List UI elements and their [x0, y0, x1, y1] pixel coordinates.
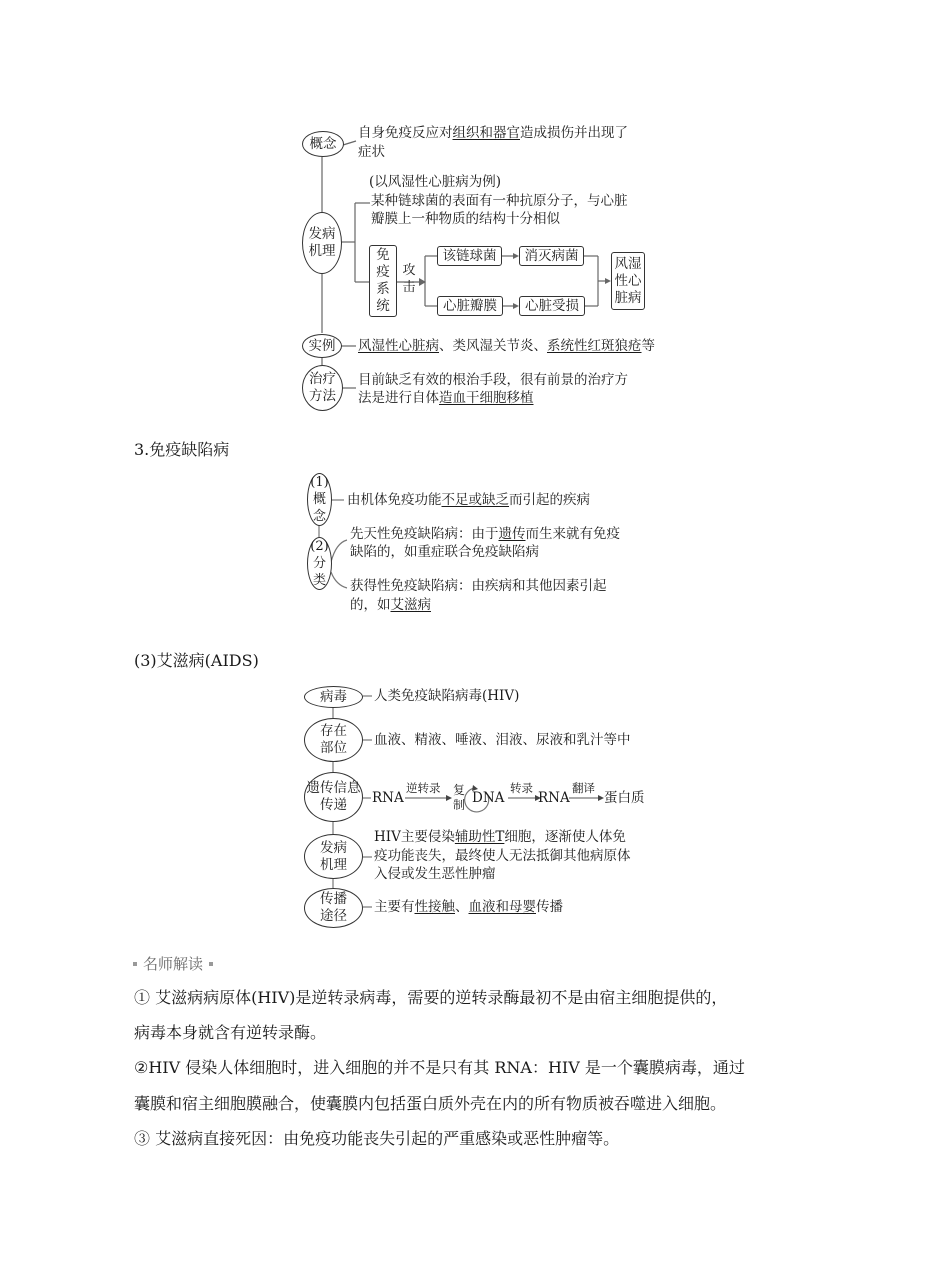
genetic-label: 遗传信息传递 — [306, 780, 361, 813]
teacher-title-text: 名师解读 — [143, 955, 204, 973]
aids-mech-helper-t: 辅助性T — [454, 829, 505, 845]
acquired-line1: 获得性免疫缺陷病：由疾病和其他因素引起 — [350, 578, 607, 594]
example-label: 实例 — [308, 337, 336, 354]
location-text: 血液、精液、唾液、泪液、尿液和乳汁等中 — [374, 732, 631, 748]
example-lupus: 系统性红斑狼疮 — [547, 338, 642, 354]
immune-system-label: 免疫系统 — [376, 247, 390, 314]
concept-text-line2: 症状 — [358, 144, 385, 160]
virus-label: 病毒 — [320, 688, 347, 705]
mechanism-line2: 瓣膜上一种物质的结构十分相似 — [371, 211, 560, 227]
teacher-section-title — [133, 953, 213, 974]
congenital-line2: 缺陷的，如重症联合免疫缺陷病 — [350, 544, 539, 560]
treatment-label: 治疗方法 — [309, 371, 336, 404]
section-heading-aids: (3)艾滋病(AIDS) — [134, 651, 259, 670]
translation-label: 翻译 — [572, 781, 595, 795]
rna-1: RNA — [372, 790, 404, 806]
transmission-text — [374, 898, 563, 917]
box-heart-damage-label: 心脏受损 — [525, 297, 579, 314]
virus-oval — [304, 686, 363, 708]
interpretation-1-line1: ① 艾滋病病原体(HIV)是逆转录病毒，需要的逆转录酶最初不是由宿主细胞提供的， — [134, 988, 728, 1007]
aids-mechanism-label: 发病机理 — [320, 839, 347, 873]
aids-mechanism-line2: 疫功能丧失，最终使人无法抵御其他病原体 — [374, 848, 631, 864]
title-right-bullet — [209, 962, 213, 966]
interpretation-1-line2: 病毒本身就含有逆转录酶。 — [134, 1023, 327, 1042]
concept-label-2: (1)概念 — [310, 475, 329, 524]
treatment-stem-cell: 造血干细胞移植 — [439, 390, 534, 406]
congenital-pre: 先天性免疫缺陷病：由于 — [350, 526, 499, 542]
transmission-blood-mother: 血液和母婴 — [468, 899, 536, 915]
genetic-oval — [304, 772, 363, 822]
concept-label: 概念 — [309, 135, 337, 152]
protein: 蛋白质 — [604, 790, 645, 806]
transmission-mid: 、 — [455, 899, 469, 915]
interpretation-3: ③ 艾滋病直接死因：由免疫功能丧失引起的严重感染或恶性肿瘤等。 — [134, 1129, 620, 1148]
congenital-genetic: 遗传 — [498, 526, 526, 542]
interpretation-2-line1: ②HIV 侵染人体细胞时，进入细胞的并不是只有其 RNA：HIV 是一个囊膜病毒，通过 — [134, 1058, 745, 1077]
box-kill-bacteria-label: 消灭病菌 — [524, 247, 579, 264]
replication-label: 复制 — [452, 783, 465, 812]
location-label: 存在部位 — [320, 723, 347, 756]
title-left-bullet — [133, 962, 137, 966]
deficiency-concept-pre: 由机体免疫功能 — [347, 492, 442, 508]
dna: DNA — [472, 790, 505, 806]
congenital-post: 而生来就有免疫 — [525, 526, 620, 542]
mechanism-line1: 某种链球菌的表面有一种抗原分子，与心脏 — [371, 193, 628, 209]
treatment-line1: 目前缺乏有效的根治手段，很有前景的治疗方 — [358, 372, 628, 388]
concept-text-post: 造成损伤并出现了 — [520, 125, 628, 141]
deficiency-concept-post: 而引起的疾病 — [509, 492, 590, 508]
rna-2: RNA — [538, 790, 570, 806]
transmission-label: 传播途径 — [320, 891, 347, 924]
class-label: (2)分类 — [310, 539, 329, 588]
location-oval — [304, 718, 363, 762]
example-mid: 、类风湿关节炎、 — [439, 338, 547, 354]
box-rheumatic-heart-label: 风湿性心脏病 — [614, 255, 642, 306]
treatment-line2-pre: 法是进行自体 — [358, 390, 439, 406]
example-rheumatic: 风湿性心脏病 — [358, 338, 439, 354]
aids-mechanism-line1 — [374, 828, 626, 847]
attack-label: 攻击 — [402, 263, 416, 295]
section-heading-immunodeficiency: 3.免疫缺陷病 — [134, 440, 230, 459]
concept-text-underlined: 组织和器官 — [452, 125, 520, 141]
transmission-sexual: 性接触 — [414, 899, 455, 915]
aids-mechanism-line3: 入侵或发生恶性肿瘤 — [374, 866, 496, 882]
reverse-transcription-label: 逆转录 — [406, 781, 441, 795]
box-streptococcus-label: 该链球菌 — [442, 247, 497, 264]
aids-mech-post: 细胞，逐渐使人体免 — [504, 829, 626, 845]
deficiency-concept-underlined: 不足或缺乏 — [441, 492, 509, 508]
aids-mechanism-oval — [304, 834, 363, 879]
concept-text-pre: 自身免疫反应对 — [358, 125, 453, 141]
example-post: 等 — [641, 338, 655, 354]
transcription-label: 转录 — [510, 781, 533, 795]
mechanism-label: 发病机理 — [308, 226, 336, 259]
aids-mech-pre: HIV主要侵染 — [374, 829, 455, 845]
acquired-pre: 的，如 — [350, 597, 391, 613]
transmission-oval — [304, 888, 363, 928]
transmission-pre: 主要有 — [374, 899, 415, 915]
interpretation-2-line2: 囊膜和宿主细胞膜融合，使囊膜内包括蛋白质外壳在内的所有物质被吞噬进入细胞。 — [134, 1094, 727, 1113]
mechanism-example: (以风湿性心脏病为例) — [369, 174, 502, 190]
box-heart-valve-label: 心脏瓣膜 — [443, 297, 497, 314]
transmission-post: 传播 — [536, 899, 563, 915]
acquired-aids: 艾滋病 — [390, 597, 431, 613]
virus-text: 人类免疫缺陷病毒(HIV) — [374, 688, 520, 704]
